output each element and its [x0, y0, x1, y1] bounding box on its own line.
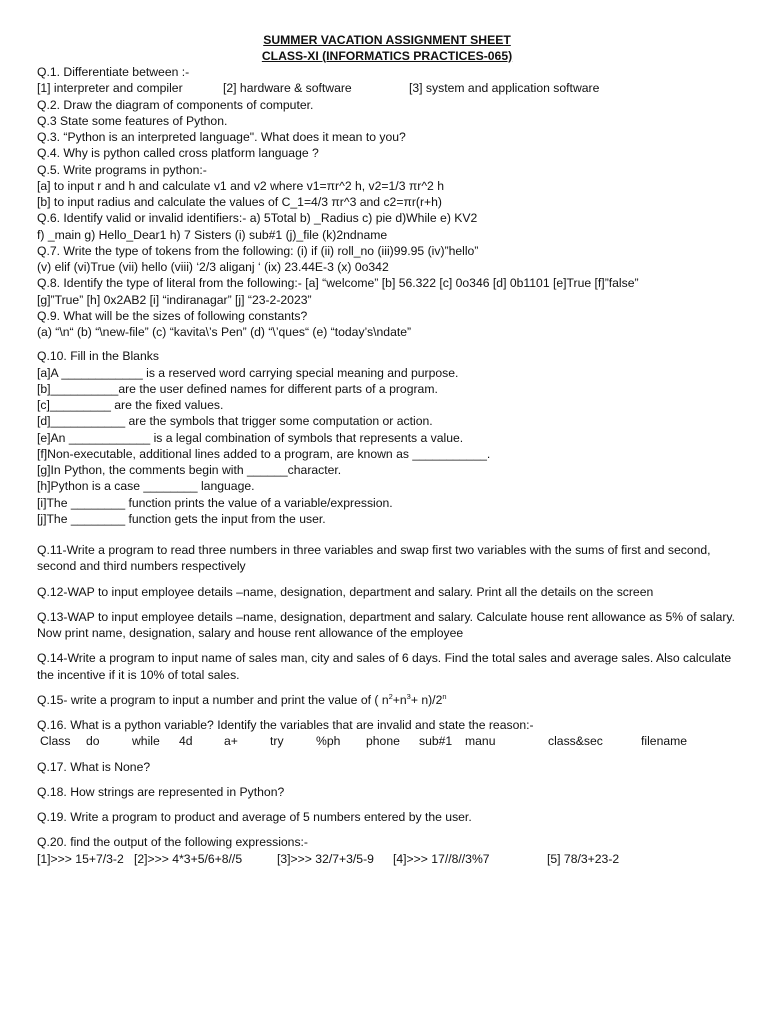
question-6-line-2: f) _main g) Hello_Dear1 h) 7 Sisters (i) sub#1 (j)_file (k)2ndname — [37, 227, 388, 242]
expression-2: [2]>>> 4*3+5/6+8//5 — [134, 851, 243, 866]
question-1-options — [37, 80, 737, 96]
question-16 — [37, 717, 737, 750]
question-16-text: Q.16. What is a python variable? Identify the variables that are invalid and state the reason:- — [37, 718, 534, 732]
assignment-sheet — [37, 33, 737, 867]
question-20 — [37, 834, 737, 867]
question-3b: Q.3. “Python is an interpreted language". What does it mean to you? — [37, 130, 406, 144]
blank-item: [h]Python is a case ________ language. — [37, 479, 255, 494]
long-questions — [37, 542, 737, 867]
question-14: Q.14-Write a program to input name of sales man, city and sales of 6 days. Find the total sales and average sales. Also calculate the incentive if it is 10% of total sales. — [37, 651, 732, 682]
question-9-line-2: (a) “\n“ (b) “\new-file” (c) “kavita\’s Pen” (d) “\’ques“ (e) “today’s\ndate” — [37, 325, 412, 339]
expression-3: [3]>>> 32/7+3/5-9 — [277, 851, 374, 866]
q1-option-1: [1] interpreter and compiler — [37, 81, 183, 96]
question-1: Q.1. Differentiate between :- — [37, 65, 190, 79]
blank-item: [c]_________ are the fixed values. — [37, 398, 224, 412]
variable-word: 4d — [179, 734, 193, 749]
question-8: Q.8. Identify the type of literal from the following:- [a] “welcome” [b] 56.322 [c] 0o346 [d] 0b1101 [e]True [f]”false” — [37, 276, 639, 291]
question-16-words — [37, 733, 737, 749]
q15-suffix: + n)/2 — [410, 692, 443, 707]
question-10: Q.10. Fill in the Blanks — [37, 349, 159, 364]
question-17: Q.17. What is None? — [37, 759, 151, 774]
q1-option-3: [3] system and application software — [409, 81, 600, 96]
variable-word: class&sec — [548, 734, 603, 749]
question-20-expressions — [37, 851, 737, 867]
variable-word: a+ — [224, 734, 238, 749]
variable-word: manu — [465, 734, 496, 749]
question-2: Q.2. Draw the diagram of components of computer. — [37, 97, 314, 112]
expression-4: [4]>>> 17//8//3%7 — [393, 851, 490, 866]
question-7: Q.7. Write the type of tokens from the following: (i) if (ii) roll_no (iii)99.95 (iv)”hello” — [37, 243, 479, 258]
blank-item: [a]A ____________ is a reserved word carrying special meaning and purpose. — [37, 365, 459, 380]
blank-item: [j]The ________ function gets the input from the user. — [37, 511, 326, 526]
expression-5: [5] 78/3+23-2 — [547, 851, 620, 866]
q15-exponent-1: 2 — [388, 691, 393, 701]
question-20-text: Q.20. find the output of the following expressions:- — [37, 835, 308, 850]
question-15 — [37, 692, 737, 708]
q15-prefix: Q.15- write a program to input a number and print the value of ( n — [37, 692, 389, 707]
sheet-subtitle: CLASS-XI (INFORMATICS PRACTICES-065) — [261, 48, 513, 63]
expression-1: [1]>>> 15+7/3-2 — [37, 851, 124, 866]
q15-exponent-3: n — [442, 691, 447, 701]
question-12: Q.12-WAP to input employee details –name, designation, department and salary. Print all the details on the screen — [37, 584, 654, 599]
blank-item: [d]___________ are the symbols that trigger some computation or action. — [37, 414, 433, 429]
question-4: Q.4. Why is python called cross platform language ? — [37, 146, 319, 161]
variable-word: Class — [40, 734, 71, 749]
q15-mid: +n — [392, 692, 407, 707]
question-11: Q.11-Write a program to read three numbers in three variables and swap first two variables with the sums of first and second, second and third numbers respectively — [37, 543, 711, 574]
question-13: Q.13-WAP to input employee details –name, designation, department and salary. Calculate house rent allowance as 5% of salary. Now print name, designation, salary and house rent allowance of the employee — [37, 609, 736, 640]
blank-item: [f]Non-executable, additional lines added to a program, are known as ___________. — [37, 446, 491, 461]
blank-item: [b]__________are the user defined names for different parts of a program. — [37, 381, 438, 396]
sheet-title: SUMMER VACATION ASSIGNMENT SHEET — [263, 33, 511, 47]
blank-item: [i]The ________ function prints the value of a variable/expression. — [37, 495, 393, 510]
question-9: Q.9. What will be the sizes of following constants? — [37, 308, 308, 323]
question-19: Q.19. Write a program to product and average of 5 numbers entered by the user. — [37, 810, 472, 824]
variable-word: while — [132, 734, 160, 749]
question-8-line-2: [g]”True” [h] 0x2AB2 [i] “indiranagar” [j] “23-2-2023” — [37, 292, 312, 307]
question-5-part-a: [a] to input r and h and calculate v1 and v2 where v1=πr^2 h, v2=1/3 πr^2 h — [37, 178, 444, 193]
variable-word: sub#1 — [419, 734, 453, 749]
variable-word: %ph — [316, 734, 341, 749]
question-5-part-b: [b] to input radius and calculate the values of C_1=4/3 πr^3 and c2=πr(r+h) — [37, 195, 442, 209]
question-3: Q.3 State some features of Python. — [37, 113, 228, 128]
variable-word: filename — [641, 734, 688, 749]
q15-exponent-2: 3 — [406, 691, 411, 701]
variable-word: try — [270, 734, 284, 749]
question-18: Q.18. How strings are represented in Python? — [37, 784, 285, 799]
variable-word: do — [86, 734, 100, 749]
variable-word: phone — [366, 734, 400, 749]
blank-item: [e]An ____________ is a legal combination of symbols that represents a value. — [37, 430, 464, 445]
question-7-line-2: (v) elif (vi)True (vii) hello (viii) ‘2/3 aliganj ‘ (ix) 23.44E-3 (x) 0o342 — [37, 260, 389, 274]
q1-option-2: [2] hardware & software — [223, 81, 352, 96]
question-6: Q.6. Identify valid or invalid identifiers:- a) 5Total b) _Radius c) pie d)While e) KV2 — [37, 211, 478, 226]
blank-item: [g]In Python, the comments begin with ______character. — [37, 463, 342, 477]
question-5: Q.5. Write programs in python:- — [37, 162, 207, 177]
